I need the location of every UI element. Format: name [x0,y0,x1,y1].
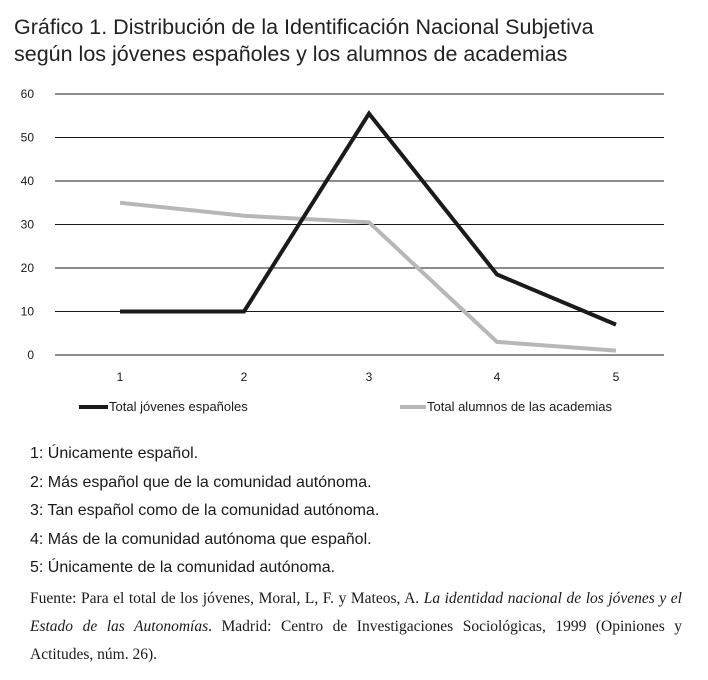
legend [79,399,612,414]
y-tick-label-60: 60 [20,87,34,101]
legend-label-2: Total alumnos de las academias [427,399,612,414]
note-5: 5: Únicamente de la comunidad autónoma. [30,559,336,576]
note-3: 3: Tan español como de la comunidad autónoma. [30,502,380,519]
x-tick-label-4: 4 [493,370,501,384]
source-suffix: . Madrid: Centro de Investigaciones Sociológicas, 1999 (Opiniones y Actitudes, núm. 26). [30,618,682,663]
series-lines [120,114,616,351]
y-tick-label-0: 0 [27,348,34,362]
note-4: 4: Más de la comunidad autónoma que español. [30,530,372,548]
x-tick-label-5: 5 [612,370,620,384]
y-axis-ticks [21,87,35,362]
chart-title-line-2: según los jóvenes españoles y los alumnos de academias [14,42,568,66]
source-book-title: La identidad nacional de los jóvenes y el Estado de las Autonomías [30,590,682,635]
chart-title-line-1: Gráfico 1. Distribución de la Identificación Nacional Subjetiva [14,15,594,39]
source-note [30,585,682,669]
x-tick-label-1: 1 [116,370,124,384]
y-tick-label-50: 50 [20,130,34,145]
category-notes [30,440,379,583]
note-2: 2: Más español que de la comunidad autónoma. [30,473,372,491]
y-tick-label-20: 20 [20,261,34,275]
legend-label-1: Total jóvenes españoles [109,399,248,414]
y-tick-label-40: 40 [20,174,34,188]
y-tick-label-30: 30 [20,217,34,232]
series-line-1 [120,114,616,325]
x-axis-ticks [117,370,620,384]
x-tick-label-2: 2 [240,370,248,384]
source-prefix: Fuente: Para el total de los jóvenes, Moral, L, F. y Mateos, A. [30,590,424,607]
gridlines [55,94,664,355]
y-tick-label-10: 10 [20,304,34,319]
note-1: 1: Únicamente español. [30,445,199,462]
x-tick-label-3: 3 [365,370,373,384]
